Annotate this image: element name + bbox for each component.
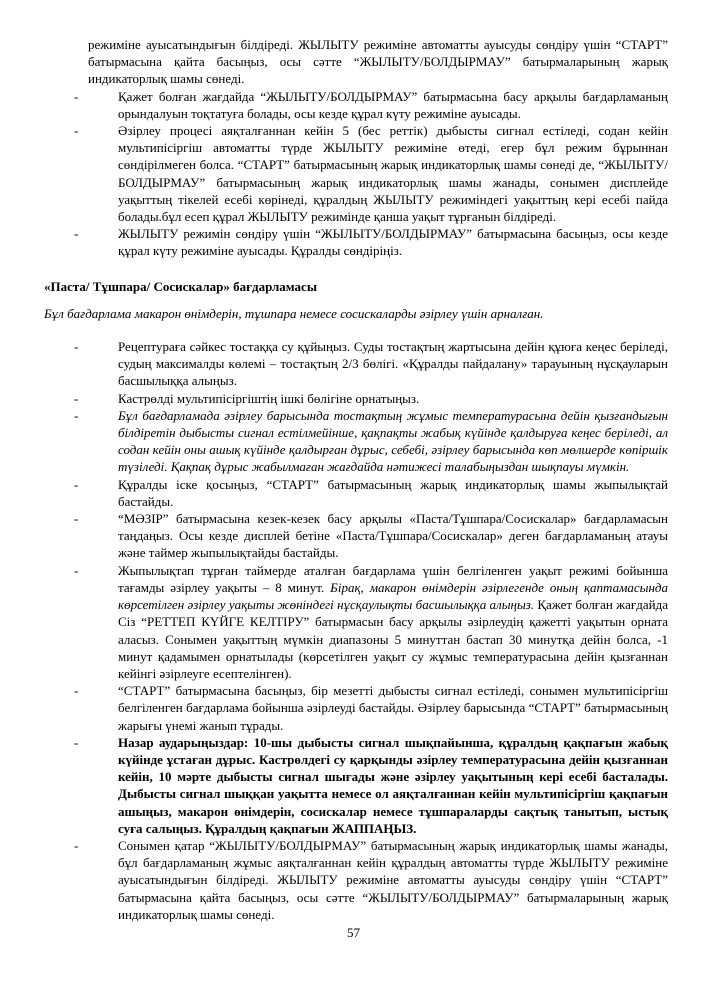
list-item: - ЖЫЛЫТУ режимін сөндіру үшін “ЖЫЛЫТУ/БОЛДЫРМАУ” батырмасына басыңыз, осы кезде құрал күту режиміне ауысады. Құралды сөндіріңіз. <box>74 226 668 259</box>
list-item: - Құралды іске қосыңыз, “СТАРТ” батырмасының жарық индикаторлық шамы жыпылықтай бастайды. <box>74 476 668 509</box>
dash-bullet: - <box>74 88 79 104</box>
dash-bullet: - <box>74 476 79 492</box>
list-item: - Жыпылықтап тұрған таймерде аталған бағдарлама үшін белгіленген уақыт режимі бойынша тағамды әзірлеу уақыты – 8 минут. Бірақ, макарон өнімдерін әзірлегенде оның қаптамасында көрсетілген әзірлеу уақыты жөніндегі нұсқаулықты басшылыққа алыңыз. Қажет болған жағдайда Сіз “РЕТТЕП КҮЙГЕ КЕЛТІРУ” батырмасын басу арқылы әзірлеудің қажетті уақытын орната аласыз. Сонымен уақыттың мүмкін диапазоны 5 минуттан бастап 30 минутқа дейін болса, -1 минут қадамымен орнатылады (көрсетілген уақыт су жұмыс температурасына дейін қызғаннан кейінгі әзірлеуге есептелінген). <box>74 562 668 681</box>
section-heading: «Паста/ Тұшпара/ Сосискалар» бағдарламасы <box>44 278 317 294</box>
section-list <box>74 338 668 923</box>
list-item: - Қажет болған жағдайда “ЖЫЛЫТУ/БОЛДЫРМАУ” батырмасына басу арқылы бағдарламаның орындалуын тоқтатуға болады, осы кезде құрал күту режиміне ауысады. <box>74 88 668 121</box>
dash-bullet: - <box>74 407 79 423</box>
list-item: - Назар аударыңыздар: 10-шы дыбысты сигнал шықпайынша, құралдың қақпағын жабық күйінде ұстаған дұрыс. Кастрөлдегі су қарқынды әзірлеу температурасына дейін қызғаннан кейін, 10 мәрте дыбысты сигнал шығады және әзірлеу уақытының кері есебі басталады. Дыбысты сигнал шыққан уақытта немесе ол аяқталғаннан кейін мультипісіргіш қақпағын ашыңыз, макарон өнімдерін, сосискалар немесе тұшпараларды сақтық танытып, ыстық суға салыңыз. Құралдың қақпағын ЖАППАҢЫЗ. <box>74 734 668 836</box>
list-item: - “МӘЗІР” батырмасына кезек-кезек басу арқылы «Паста/Тұшпара/Сосискалар» бағдарламасын таңдаңыз. Осы кезде дисплей бетіне «Паста/Тұшпара/Сосискалар» деген бағдарламаның атауы және таймер жыпылықтайды бастайды. <box>74 511 668 561</box>
dash-bullet: - <box>74 511 79 527</box>
list-item: - Кастрөлді мультипісіргіштің ішкі бөлігіне орнатыңыз. <box>74 390 420 406</box>
dash-bullet: - <box>74 339 79 355</box>
top-list <box>74 88 668 260</box>
list-item: - Бұл бағдарламада әзірлеу барысында тостақтың жұмыс температурасына дейін қызғандығын білдіретін дыбысты сигнал естілмейінше, қақпақты жабық күйінде қалдыруға кеңес беріледі, ал содан кейін оны ашық күйінде қалдырған дұрыс, себебі, әзірлеу барысында көп мөлшерде көпіршік түзіледі. Қақпақ дұрыс жабылмаған жағдайда нәтижесі талабыңыздан шықпауы мүмкін. <box>74 407 668 475</box>
list-item: - “СТАРТ” батырмасына басыңыз, бір мезетті дыбысты сигнал естіледі, сонымен мультипісіргіш белгіленген бағдарлама бойынша әзірлеуді бастайды. Әзірлеу барысында “СТАРТ” батырмасының жарығы үнемі жанып тұрады. <box>74 683 668 733</box>
dash-bullet: - <box>74 226 79 242</box>
page-number: 57 <box>347 925 360 940</box>
list-item: - Рецептураға сәйкес тостаққа су құйыңыз. Суды тостақтың жартысына дейін құюға кеңес беріледі, судың максималды көлемі – тостақтың 2/3 бөлігі. «Құралды пайдалану» тарауының нұсқауларын басшылыққа алыңыз. <box>74 339 668 389</box>
dash-bullet: - <box>74 562 79 578</box>
dash-bullet: - <box>74 837 79 853</box>
list-item: - Сонымен қатар “ЖЫЛЫТУ/БОЛДЫРМАУ” батырмасының жарық индикаторлық шамы жанады, бұл бағдарламаның жұмыс аяқталғаннан кейін құралдың автоматты түрде ЖЫЛЫТУ режиміне ауысатындығын білдіреді. ЖЫЛЫТУ режиміне автоматты ауысуды сөндіру үшін “СТАРТ” батырмасына қайта басыңыз, осы сәтте “ЖЫЛЫТУ/БОЛДЫРМАУ” батырмаларының жарық индикаторлық шамы сөнеді. <box>74 837 668 922</box>
list-item: - Әзірлеу процесі аяқталғаннан кейін 5 (бес реттік) дыбысты сигнал естіледі, содан кейін мультипісіргіш автоматты түрде ЖЫЛЫТУ режиміне өтеді, егер бұл режим бұрыннан сөндірілмеген болса. “СТАРТ” батырмасының жарық индикаторлық шамы сөнеді де, “ЖЫЛЫТУ/БОЛДЫРМАУ” батырмасының жарық индикаторлық шамы жанады, сонымен дисплейде уақыттың тікелей есебі көрінеді, құралдың ЖЫЛЫТУ режиміндегі уақыттың кері есебі пайда болады.бұл есеп құрал ЖЫЛЫТУ режимінде қанша уақыт тұрғанын білдіреді. <box>74 123 668 225</box>
dash-bullet: - <box>74 123 79 139</box>
continuation-paragraph: режиміне ауысатындығын білдіреді. ЖЫЛЫТУ режиміне автоматты ауысуды сөндіру үшін “СТАРТ” батырмасына қайта басыңыз, осы сәтте “ЖЫЛЫТУ/БОЛДЫРМАУ” батырмаларының жарық индикаторлық шамы сөнеді. <box>88 37 668 87</box>
dash-bullet: - <box>74 390 79 406</box>
document-page <box>44 36 668 923</box>
dash-bullet: - <box>74 683 79 699</box>
section-subtitle: Бұл бағдарлама макарон өнімдерін, тұшпара немесе сосискаларды әзірлеу үшін арналған. <box>44 305 544 321</box>
dash-bullet: - <box>74 734 79 750</box>
